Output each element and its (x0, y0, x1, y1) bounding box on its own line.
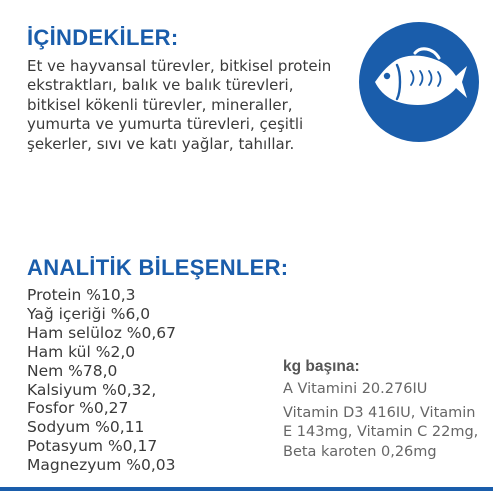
vitamin-block (283, 358, 488, 462)
analytic-item-moisture: Nem %78,0 (27, 361, 118, 380)
vitamin-heading: kg başına: (283, 358, 360, 375)
analytic-item-fat: Yağ içeriği %6,0 (27, 304, 151, 323)
ingredients-heading: İÇİNDEKİLER: (27, 25, 179, 50)
ingredients-text: Et ve hayvansal türevler, bitkisel protein ekstraktları, balık ve balık türevleri, bitkisel kökenli türevler, mineraller, yumurta ve yumurta türevleri, çeşitli şekerler, sıvı ve katı yağlar, tahıllar. (27, 57, 332, 153)
bottom-accent-bar (0, 487, 493, 491)
analytic-item-magnesium: Magnezyum %0,03 (27, 456, 176, 475)
analytic-list (27, 286, 176, 475)
analytic-item-calcium: Kalsiyum %0,32, (27, 380, 157, 399)
analytic-item-sodium: Sodyum %0,11 (27, 418, 145, 437)
fish-badge (359, 22, 479, 142)
analytic-item-crude-ash: Ham kül %2,0 (27, 342, 136, 361)
vitamin-rest-text: Vitamin D3 416IU, Vitamin E 143mg, Vitamin C 22mg, Beta karoten 0,26mg (283, 404, 479, 460)
vitamin-a-line: A Vitamini 20.276IU (283, 381, 428, 397)
analytic-item-protein: Protein %10,3 (27, 286, 136, 304)
analytic-heading: ANALİTİK BİLEŞENLER: (27, 255, 289, 280)
fish-icon (359, 22, 479, 142)
analytic-item-crude-fibre: Ham selüloz %0,67 (27, 323, 177, 342)
analytic-item-phosphorus: Fosfor %0,27 (27, 399, 129, 418)
analytic-item-potassium: Potasyum %0,17 (27, 437, 158, 456)
